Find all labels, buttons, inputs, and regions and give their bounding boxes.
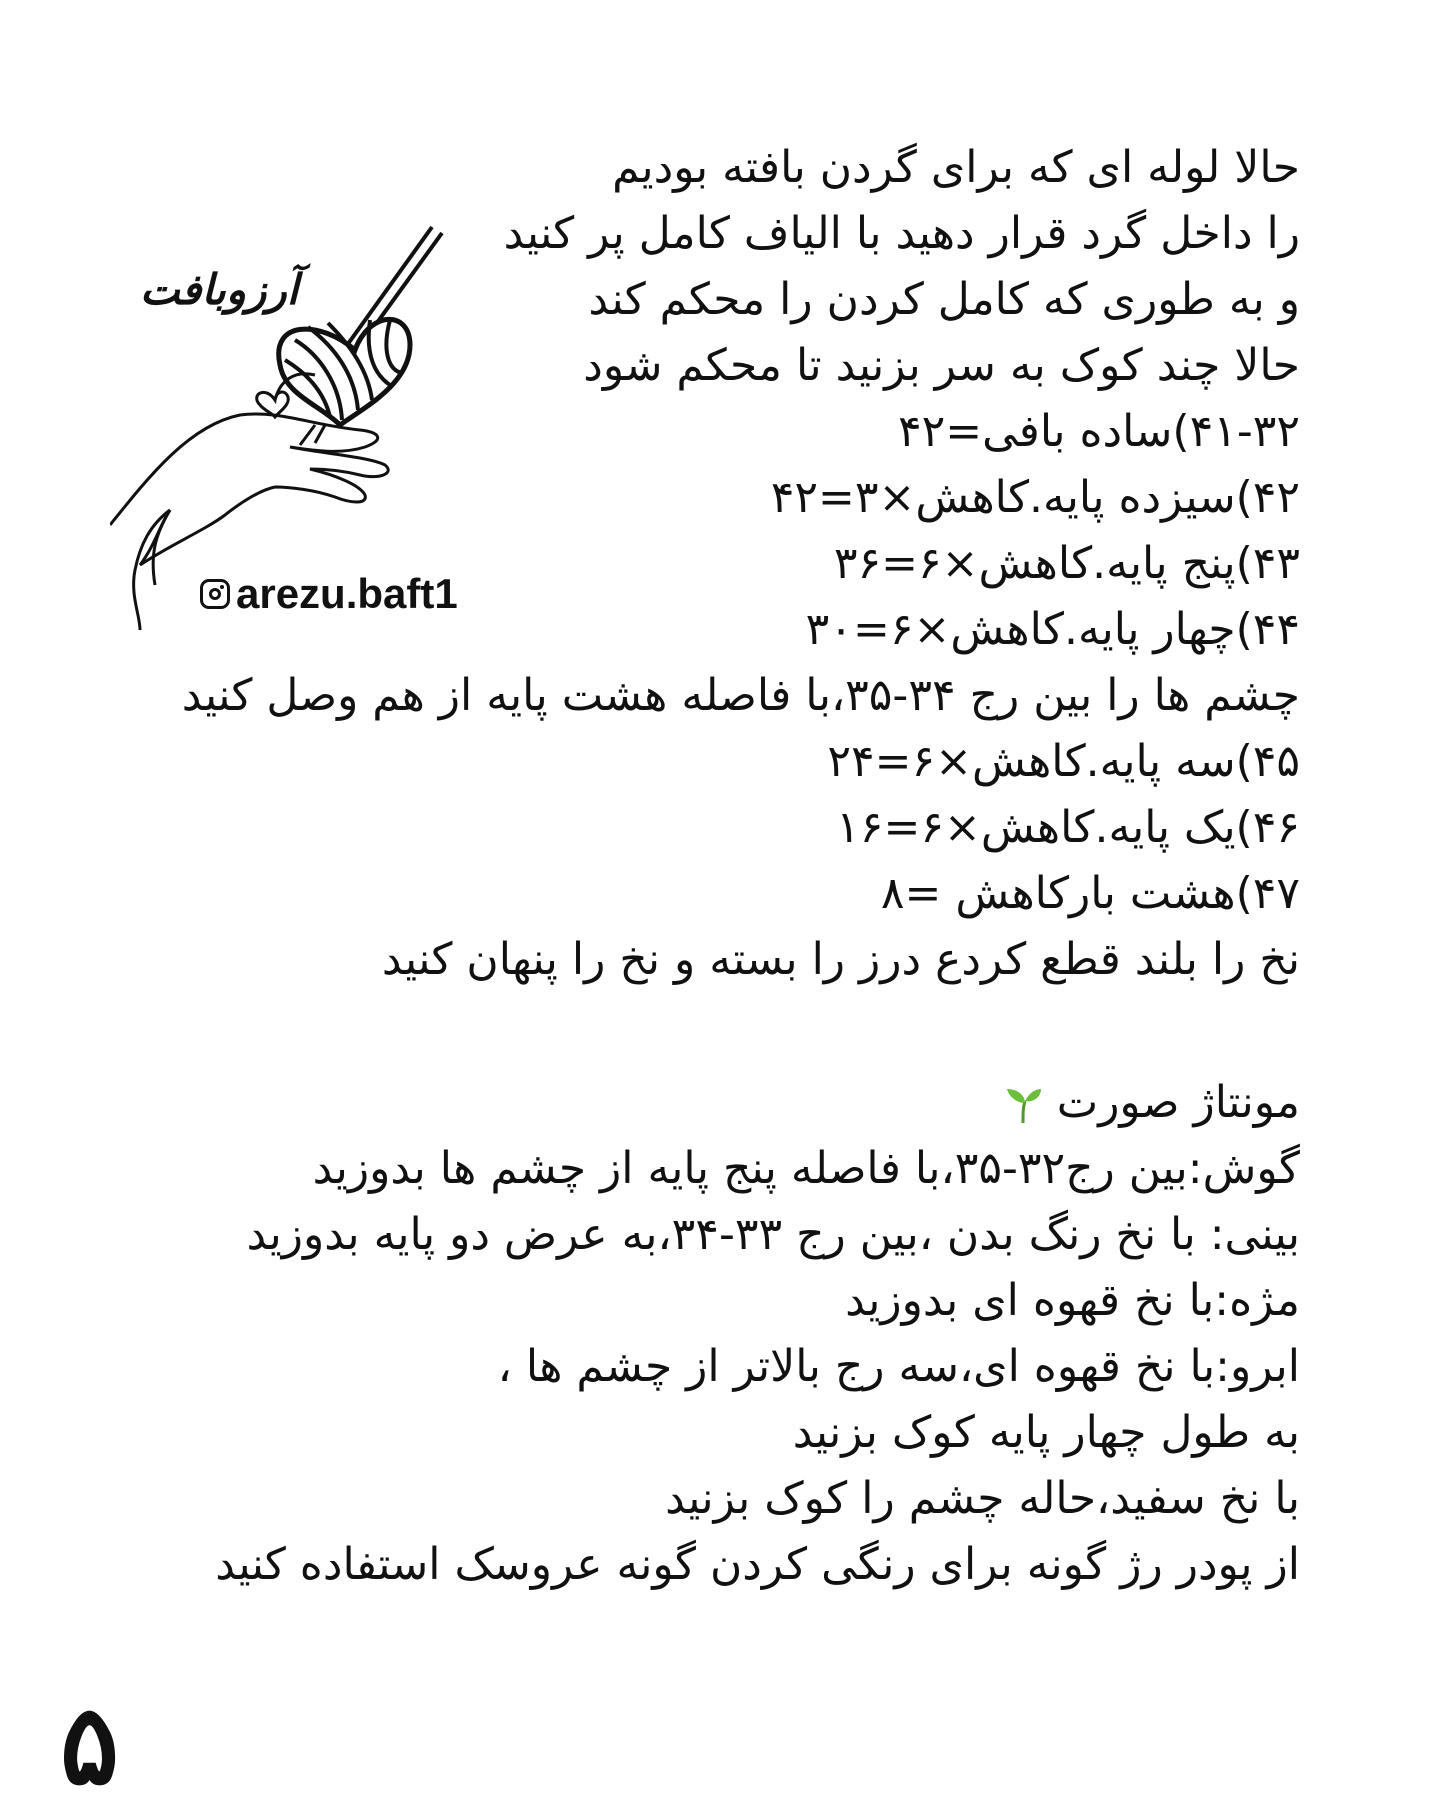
instruction-line: چشم ها را بین رج ۳۴-۳۵،با فاصله هشت پایه از هم وصل کنید — [181, 670, 1300, 721]
instruction-line: حالا لوله ای که برای گردن بافته بودیم — [612, 142, 1300, 193]
instruction-line: بینی: با نخ رنگ بدن ،بین رج ۳۳-۳۴،به عرض دو پایه بدوزید — [246, 1209, 1300, 1260]
section-title-row — [215, 1070, 1300, 1136]
brand-name: آرزوبافت — [140, 265, 299, 314]
instruction-line: ۴۳)پنج پایه.کاهش×۶=۳۶ — [833, 538, 1300, 589]
instruction-line: ابرو:با نخ قهوه ای،سه رج بالاتر از چشم ها ، — [497, 1341, 1300, 1392]
instruction-line: ۴۷)هشت بارکاهش =۸ — [880, 868, 1300, 919]
instructions-block-2 — [215, 1070, 1300, 1598]
sprout-icon — [1003, 1085, 1043, 1125]
page-number: ۵ — [60, 1680, 120, 1809]
instruction-line: ۴۶)یک پایه.کاهش×۶=۱۶ — [836, 802, 1300, 853]
instructions-block-1 — [182, 135, 1300, 993]
instruction-line: را داخل گرد قرار دهید با الیاف کامل پر کنید — [503, 208, 1300, 259]
instagram-handle: arezu.baft1 — [236, 570, 458, 617]
instruction-line: با نخ سفید،حاله چشم را کوک بزنید — [665, 1473, 1300, 1524]
instruction-line: ۴۵)سه پایه.کاهش×۶=۲۴ — [827, 736, 1300, 787]
section-title: مونتاژ صورت — [1056, 1077, 1300, 1128]
instruction-line: مژه:با نخ قهوه ای بدوزید — [845, 1275, 1300, 1326]
instruction-line: ۴۱-۳۲)ساده بافی=۴۲ — [898, 406, 1300, 457]
instruction-line: ۴۴)چهار پایه.کاهش×۶=۳۰ — [805, 604, 1300, 655]
instruction-line: به طول چهار پایه کوک بزنید — [792, 1407, 1300, 1458]
instruction-line: حالا چند کوک به سر بزنید تا محکم شود — [583, 340, 1300, 391]
instruction-line: نخ را بلند قطع کردع درز را بسته و نخ را پنهان کنید — [381, 934, 1300, 985]
instruction-line: ۴۲)سیزده پایه.کاهش×۳=۴۲ — [770, 472, 1300, 523]
instruction-line: و به طوری که کامل کردن را محکم کند — [588, 274, 1300, 325]
instruction-line: از پودر رژ گونه برای رنگی کردن گونه عروسک استفاده کنید — [215, 1539, 1300, 1590]
instruction-line: گوش:بین رج۳۲-۳۵،با فاصله پنج پایه از چشم ها بدوزید — [312, 1143, 1300, 1194]
